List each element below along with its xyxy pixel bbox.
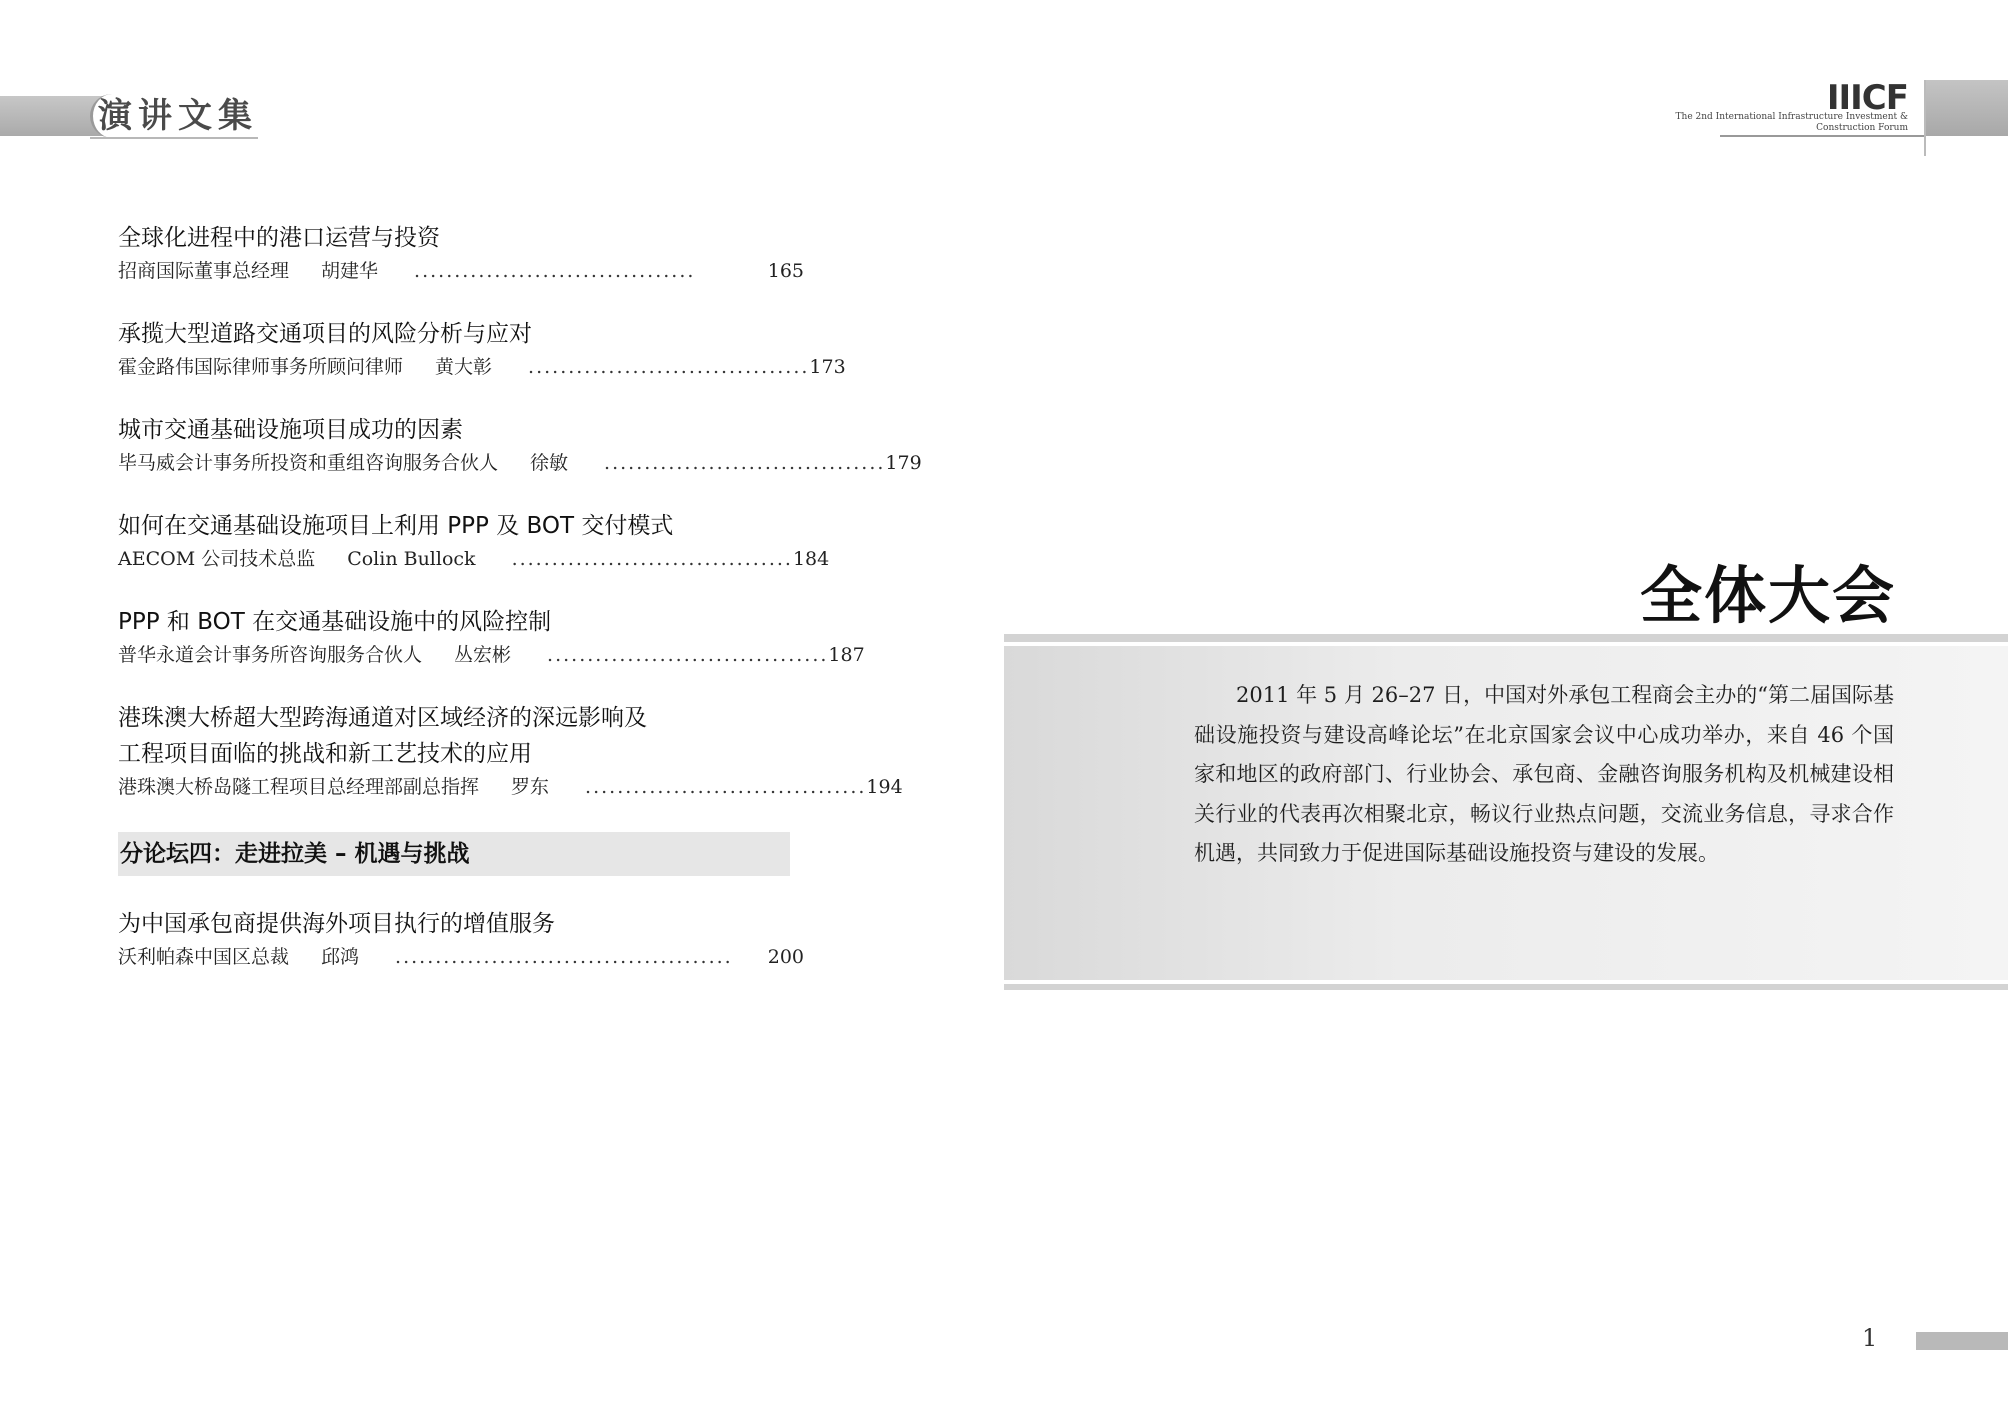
section-title: 演讲文集 — [98, 96, 258, 136]
toc-entry-speaker: 邱鸿 — [321, 946, 360, 968]
toc-entry[interactable] — [118, 508, 830, 574]
bottom-divider — [1004, 984, 2008, 990]
toc-entry-meta — [118, 448, 922, 478]
toc-entry-meta — [118, 942, 804, 972]
logo-subtitle — [1628, 112, 1908, 134]
top-divider — [1004, 634, 2008, 642]
toc-entry-title: PPP 和 BOT 在交通基础设施中的风险控制 — [118, 609, 552, 635]
toc-entry-speaker: 胡建华 — [321, 260, 379, 282]
toc-entry-org: 普华永道会计事务所咨询服务合伙人 — [118, 644, 423, 666]
logo-subtitle-line1: The 2nd International Infrastructure Investment & — [1675, 112, 1908, 122]
table-of-contents — [118, 220, 922, 1002]
toc-entry-meta — [118, 772, 903, 802]
toc-entry-page: 165 — [767, 260, 804, 282]
toc-entry-title: 承揽大型道路交通项目的风险分析与应对 — [118, 321, 532, 347]
toc-entry-title-line1: 港珠澳大桥超大型跨海通道对区域经济的深远影响及 — [118, 705, 647, 731]
logo-subtitle-line2: Construction Forum — [1816, 123, 1908, 133]
toc-entry-page: 194 — [866, 776, 903, 798]
toc-entry-title: 为中国承包商提供海外项目执行的增值服务 — [118, 911, 555, 937]
toc-entry[interactable] — [118, 316, 846, 382]
toc-entry-speaker: 罗东 — [511, 776, 550, 798]
toc-entry-org: 霍金路伟国际律师事务所顾问律师 — [118, 356, 404, 378]
toc-entry-org: 招商国际董事总经理 — [118, 260, 290, 282]
toc-entry[interactable] — [118, 604, 865, 670]
toc-entry-title-line2: 工程项目面临的挑战和新工艺技术的应用 — [118, 741, 532, 767]
footer-bar — [1916, 1332, 2008, 1350]
toc-leader-dots: ................................... — [585, 776, 867, 798]
intro-paragraph: 2011 年 5 月 26–27 日，中国对外承包工程商会主办的“第二届国际基础设施投资与建设高峰论坛”在北京国家会议中心成功举办，来自 46 个国家和地区的政府部门、行业协会、承包商、金融咨询服务机构及机械建设相关行业的代表再次相聚北京，畅议行业热点问题，交流业务信息，寻求合作机遇，共同致力于促进国际基础设施投资与建设的发展。 — [1194, 683, 1894, 865]
toc-entry-org: 沃利帕森中国区总裁 — [118, 946, 290, 968]
toc-entry-title: 全球化进程中的港口运营与投资 — [118, 225, 440, 251]
toc-entry-page: 184 — [792, 548, 830, 570]
toc-entry-title: 如何在交通基础设施项目上利用 PPP 及 BOT 交付模式 — [118, 513, 674, 539]
toc-entry[interactable] — [118, 220, 804, 286]
toc-section-heading: 分论坛四：走进拉美 – 机遇与挑战 — [118, 832, 790, 876]
iiicf-logo: IIICF — [1826, 78, 1908, 118]
toc-entry[interactable] — [118, 412, 922, 478]
toc-leader-dots: .......................................... — [395, 946, 733, 968]
header-left-underline — [90, 137, 258, 139]
toc-leader-dots: ................................... — [511, 548, 793, 570]
toc-entry[interactable] — [118, 700, 903, 802]
toc-entry-meta — [118, 544, 830, 574]
toc-entry-speaker: 黄大彰 — [435, 356, 493, 378]
toc-entry-page: 200 — [767, 946, 804, 968]
page-number: 1 — [1862, 1324, 1878, 1352]
toc-entry-title: 城市交通基础设施项目成功的因素 — [118, 417, 463, 443]
plenary-title: 全体大会 — [1640, 559, 1897, 632]
toc-leader-dots: ................................... — [528, 356, 810, 378]
toc-entry-meta — [118, 256, 804, 286]
toc-entry-org: 港珠澳大桥岛隧工程项目总经理部副总指挥 — [118, 776, 480, 798]
logo-divider — [1720, 135, 1924, 137]
toc-entry-page: 173 — [809, 356, 846, 378]
toc-leader-dots: ................................... — [604, 452, 886, 474]
toc-entry-org: AECOM 公司技术总监 — [118, 548, 316, 570]
toc-entry-page: 179 — [885, 452, 922, 474]
toc-entry-page: 187 — [828, 644, 865, 666]
toc-entry-org: 毕马威会计事务所投资和重组咨询服务合伙人 — [118, 452, 499, 474]
toc-leader-dots: ................................... — [547, 644, 829, 666]
toc-entry-meta — [118, 352, 846, 382]
toc-entry-meta — [118, 640, 865, 670]
toc-entry-speaker: Colin Bullock — [347, 548, 476, 570]
toc-entry-speaker: 丛宏彬 — [454, 644, 512, 666]
toc-leader-dots: ................................... — [414, 260, 696, 282]
toc-entry-speaker: 徐敏 — [530, 452, 569, 474]
header-right-block — [1926, 80, 2008, 136]
toc-entry[interactable] — [118, 906, 804, 972]
